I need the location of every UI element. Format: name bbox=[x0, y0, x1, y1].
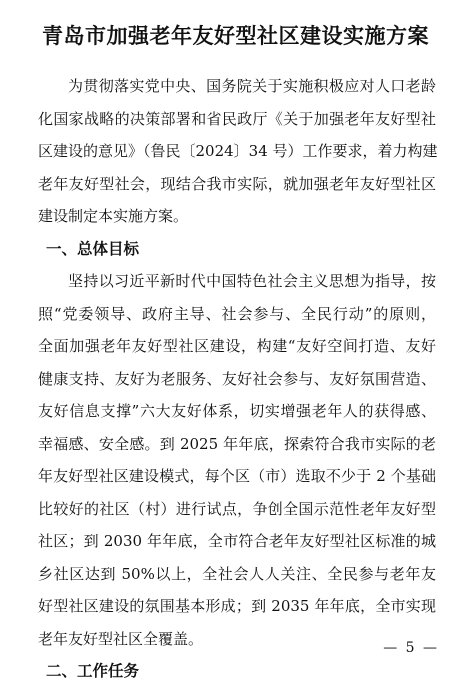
paragraph-2-line: 社区；到 2030 年年底，全市符合老年友好型社区标准的城 bbox=[38, 532, 436, 550]
paragraph-1-line: 区建设的意见》（鲁民〔2024〕34 号）工作要求，着力构建 bbox=[38, 142, 438, 160]
paragraph-2-line: 全面加强老年友好型社区建设，构建“友好空间打造、友好 bbox=[38, 337, 436, 355]
paragraph-2-line: 照“党委领导、政府主导、社会参与、全民行动”的原则， bbox=[38, 304, 436, 323]
paragraph-2-line: 健康支持、友好为老服务、友好社会参与、友好氛围营造、 bbox=[38, 369, 436, 388]
paragraph-2-line: 年友好型社区建设模式，每个区（市）选取不少于 2 个基础 bbox=[38, 467, 436, 485]
section-heading-overall-goal: 一、总体目标 bbox=[46, 239, 140, 258]
paragraph-2-line: 幸福感、安全感。到 2025 年年底，探索符合我市实际的老 bbox=[38, 434, 436, 453]
paragraph-1-line: 建设制定本实施方案。 bbox=[38, 207, 189, 225]
document-title: 青岛市加强老年友好型社区建设实施方案 bbox=[42, 23, 429, 48]
paragraph-1-line: 化国家战略的决策部署和省民政厅《关于加强老年友好型社 bbox=[38, 109, 436, 128]
paragraph-2-line: 友好信息支撑”六大友好体系，切实增强老年人的获得感、 bbox=[38, 402, 436, 420]
page-number: — 5 — bbox=[383, 640, 439, 656]
paragraph-2-line: 坚持以习近平新时代中国特色社会主义思想为指导，按 bbox=[68, 272, 436, 290]
paragraph-2-line: 老年友好型社区全覆盖。 bbox=[38, 629, 204, 648]
paragraph-2-line: 乡社区达到 50%以上，全社会人人关注、全民参与老年友 bbox=[38, 564, 436, 583]
document-body bbox=[38, 70, 436, 688]
paragraph-1-line: 为贯彻落实党中央、国务院关于实施积极应对人口老龄 bbox=[68, 77, 436, 95]
paragraph-1-line: 老年友好型社会，现结合我市实际，就加强老年友好型社区 bbox=[38, 174, 436, 193]
section-heading-work-tasks: 二、工作任务 bbox=[46, 662, 140, 680]
paragraph-2-line: 比较好的社区（村）进行试点，争创全国示范性老年友好型 bbox=[38, 499, 436, 518]
paragraph-2-line: 好型社区建设的氛围基本形成；到 2035 年年底，全市实现 bbox=[38, 597, 436, 615]
